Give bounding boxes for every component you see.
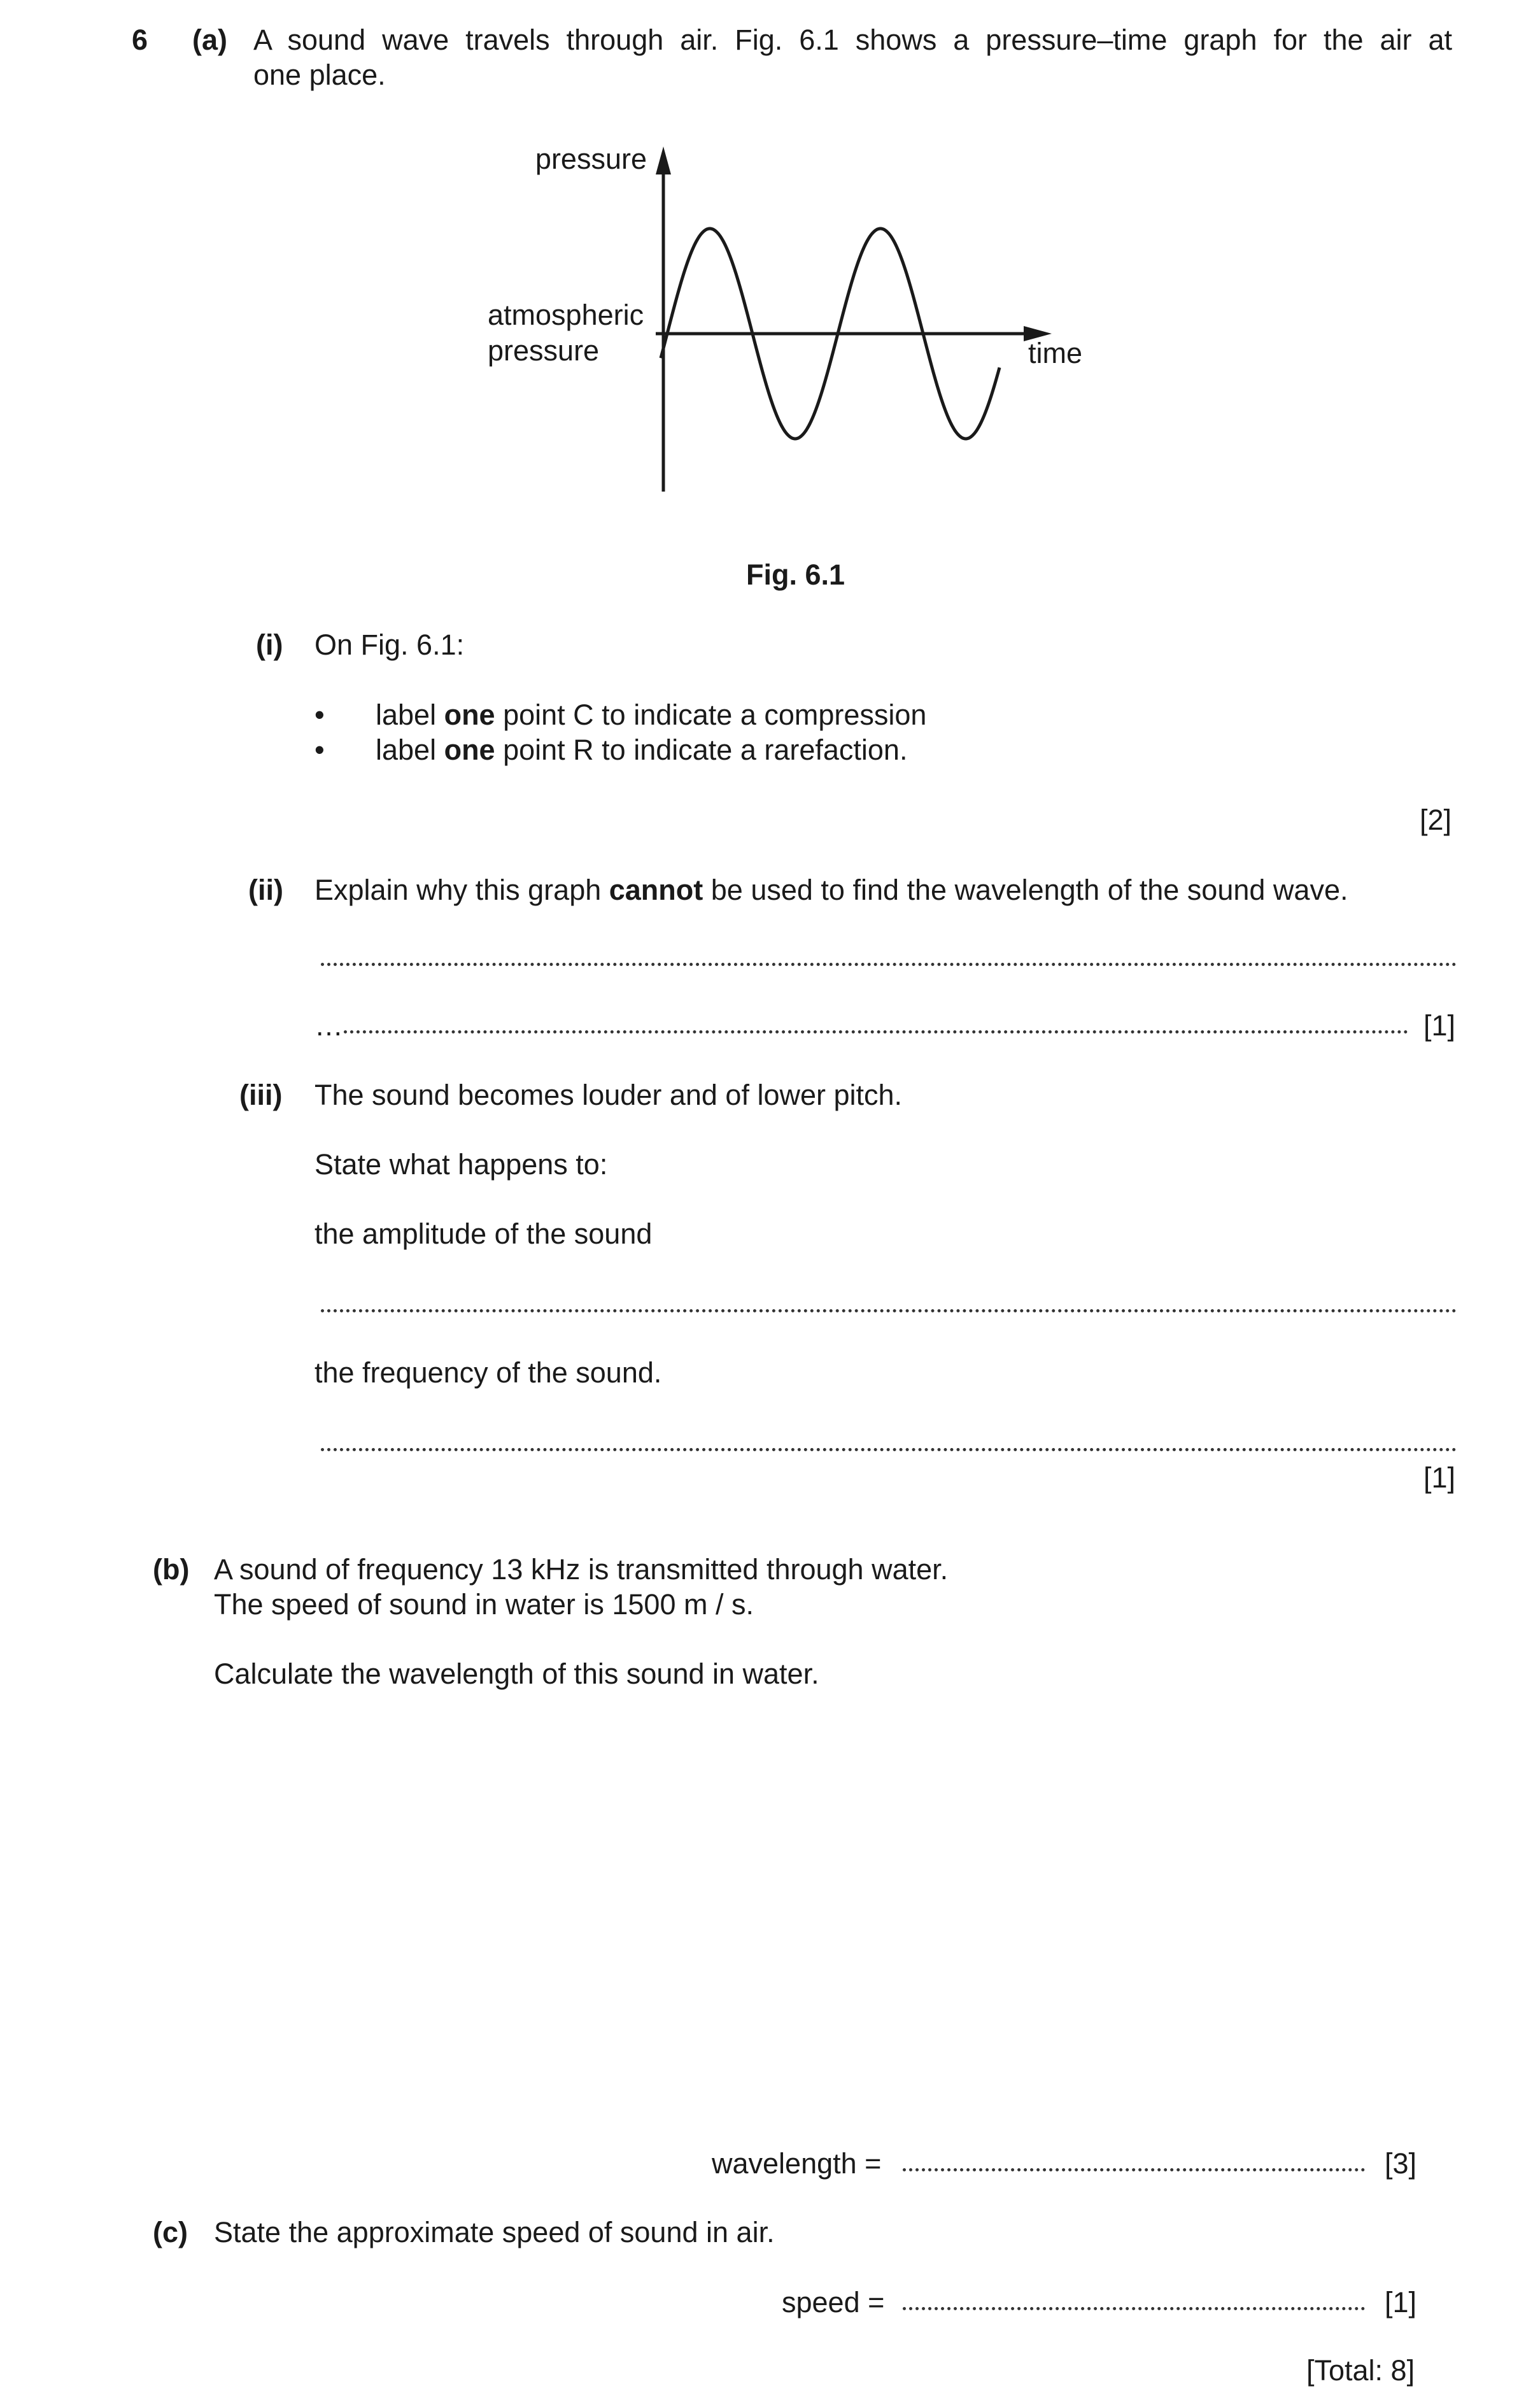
part-a-intro-line1: A sound wave travels through air. Fig. 6.1 shows a pressure–time graph for the air at xyxy=(253,24,1452,56)
bullet-2: • xyxy=(314,734,325,766)
speed-answer-label: speed = xyxy=(782,2286,885,2318)
part-b-line2: The speed of sound in water is 1500 m / s. xyxy=(214,1588,754,1621)
bullet-2-text: label one point R to indicate a rarefaction. xyxy=(376,734,908,766)
part-a-iii-line1: The sound becomes louder and of lower pitch. xyxy=(314,1079,903,1111)
part-a-i-stem: On Fig. 6.1: xyxy=(314,628,465,661)
part-b-line3: Calculate the wavelength of this sound in water. xyxy=(214,1658,819,1690)
part-b-line1: A sound of frequency 13 kHz is transmitted through water. xyxy=(214,1553,949,1586)
question-number: 6 xyxy=(132,24,148,56)
part-a-i-mark: [2] xyxy=(1420,804,1452,836)
part-a-label: (a) xyxy=(192,24,227,56)
part-a-ii-answer-line-1[interactable] xyxy=(321,963,1457,966)
part-a-iii-frequency-prompt: the frequency of the sound. xyxy=(314,1356,662,1389)
part-a-ii-text: Explain why this graph cannot be used to find the wavelength of the sound wave. xyxy=(314,874,1348,906)
y-axis-label: pressure xyxy=(535,143,647,175)
part-a-iii-mark: [1] xyxy=(1423,1461,1456,1494)
total-marks: [Total: 8] xyxy=(1306,2354,1415,2387)
baseline-label-line1: atmospheric xyxy=(488,299,644,331)
part-a-iii-line2: State what happens to: xyxy=(314,1148,608,1181)
part-a-ii-answer-line-2[interactable] xyxy=(344,1030,1408,1033)
x-axis-label: time xyxy=(1028,337,1083,369)
part-a-iii-amplitude-prompt: the amplitude of the sound xyxy=(314,1218,653,1250)
part-a-iii-label: (iii) xyxy=(239,1079,283,1111)
bullet-1: • xyxy=(314,699,325,731)
part-a-ii-label: (ii) xyxy=(248,874,283,906)
part-a-intro-line2: one place. xyxy=(253,59,386,91)
amplitude-answer-line[interactable] xyxy=(321,1309,1457,1312)
part-b-mark: [3] xyxy=(1385,2147,1417,2180)
frequency-answer-line[interactable] xyxy=(321,1448,1457,1451)
part-a-i-label: (i) xyxy=(256,628,283,661)
part-c-label: (c) xyxy=(153,2216,188,2248)
figure-caption: Fig. 6.1 xyxy=(746,558,845,591)
part-a-ii-mark: [1] xyxy=(1423,1009,1456,1042)
part-c-text: State the approximate speed of sound in air. xyxy=(214,2216,775,2248)
bullet-1-text: label one point C to indicate a compression xyxy=(376,699,927,731)
wavelength-answer-line[interactable] xyxy=(903,2168,1365,2171)
pressure-axis-arrow xyxy=(656,146,671,174)
speed-answer-line[interactable] xyxy=(903,2307,1365,2310)
part-c-mark: [1] xyxy=(1385,2286,1417,2318)
pressure-time-graph xyxy=(446,134,1120,509)
part-a-ii-line2-prefix: … xyxy=(314,1009,343,1042)
baseline-label-line2: pressure xyxy=(488,334,600,367)
part-b-label: (b) xyxy=(153,1553,190,1586)
wavelength-answer-label: wavelength = xyxy=(712,2147,882,2180)
